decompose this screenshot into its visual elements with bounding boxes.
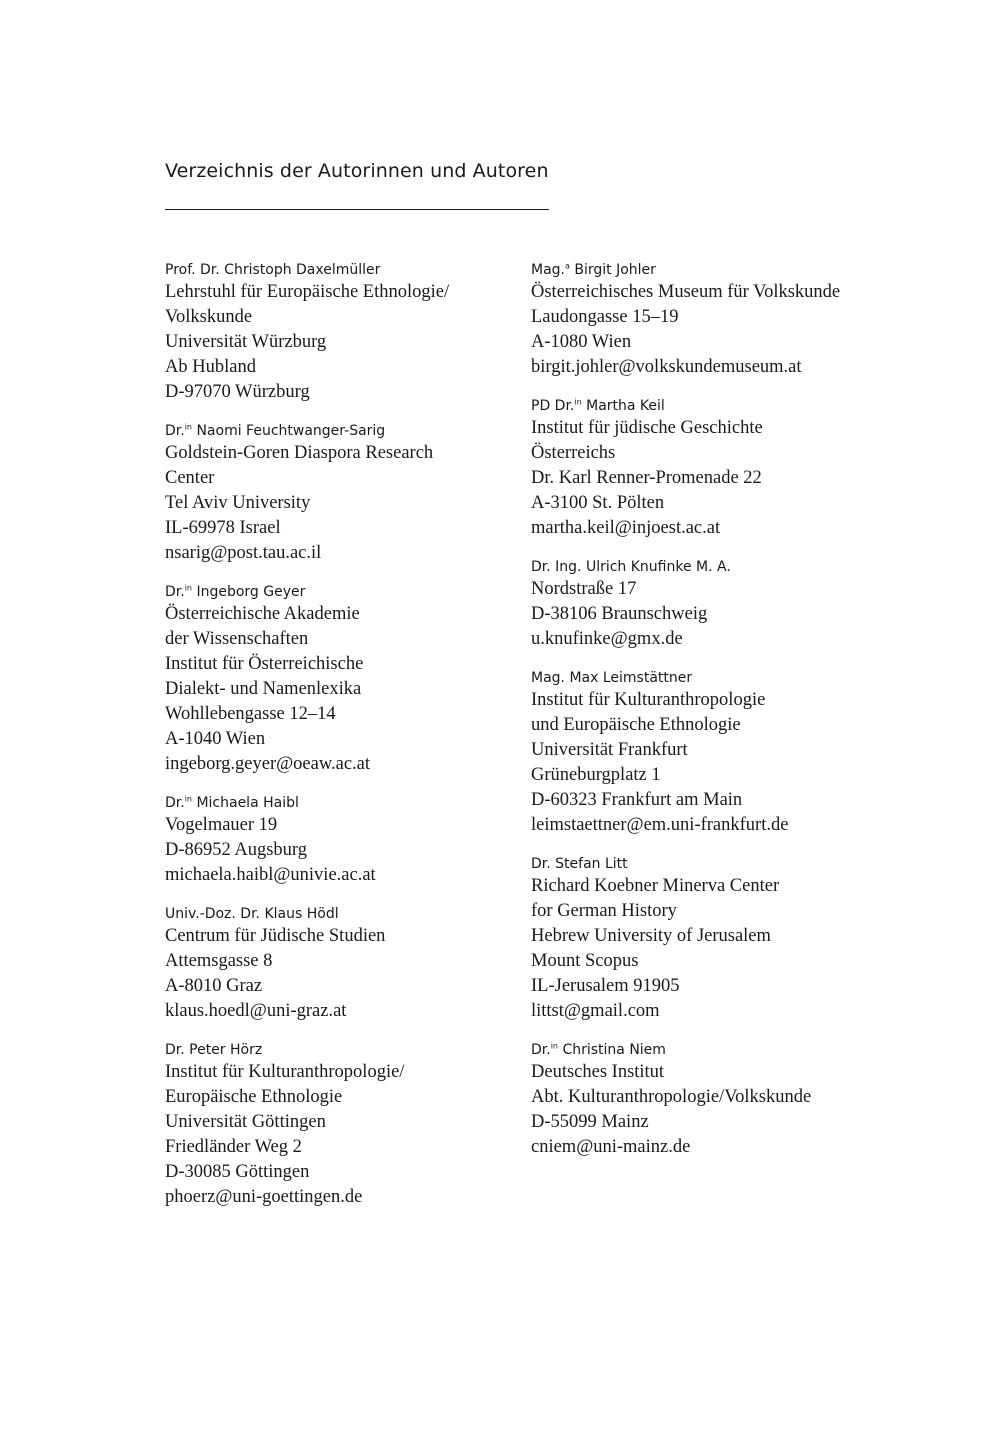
- author-name-text: Prof. Dr. Christoph Daxelmüller: [165, 262, 381, 278]
- address-line: Universität Würzburg: [165, 332, 327, 352]
- author-entry: [531, 557, 911, 652]
- address-line: und Europäische Ethnologie: [531, 715, 741, 735]
- address-line: Lehrstuhl für Europäische Ethnologie/: [165, 282, 450, 302]
- author-name: [531, 1040, 911, 1060]
- author-name-text: Univ.-Doz. Dr. Klaus Hödl: [165, 906, 339, 922]
- address-line: Goldstein-Goren Diaspora Research: [165, 443, 434, 463]
- address-line: Wohllebengasse 12–14: [165, 704, 336, 724]
- author-entry: [531, 668, 911, 838]
- author-name-text: Birgit Johler: [569, 262, 656, 278]
- address-line: A-8010 Graz: [165, 976, 263, 996]
- address-line: Centrum für Jüdische Studien: [165, 926, 386, 946]
- author-name-text: Christina Niem: [558, 1042, 666, 1058]
- address-line: A-1080 Wien: [531, 332, 632, 352]
- author-name: [165, 260, 510, 280]
- address-line: D-97070 Würzburg: [165, 382, 310, 402]
- address-line: Österreichische Akademie: [165, 604, 360, 624]
- address-line: Tel Aviv University: [165, 493, 311, 513]
- address-line: Österreichisches Museum für Volkskunde: [531, 282, 841, 302]
- address-line: IL-Jerusalem 91905: [531, 976, 680, 996]
- author-name: [165, 1040, 510, 1060]
- address-line: littst@gmail.com: [531, 1001, 660, 1021]
- address-line: ingeborg.geyer@oeaw.ac.at: [165, 754, 371, 774]
- author-title-superscript: in: [184, 583, 192, 593]
- address-line: Grüneburgplatz 1: [531, 765, 661, 785]
- address-line: Laudongasse 15–19: [531, 307, 679, 327]
- author-title-superscript: a: [565, 261, 570, 271]
- address-line: Vogelmauer 19: [165, 815, 278, 835]
- author-name: [531, 557, 911, 577]
- address-line: Nordstraße 17: [531, 579, 637, 599]
- author-name-text: Martha Keil: [581, 398, 665, 414]
- address-line: Mount Scopus: [531, 951, 639, 971]
- address-line: Institut für jüdische Geschichte: [531, 418, 763, 438]
- page-title: Verzeichnis der Autorinnen und Autoren: [165, 160, 549, 182]
- author-column-right: [531, 260, 911, 1176]
- author-entry: [531, 1040, 911, 1160]
- author-title-superscript: in: [184, 794, 192, 804]
- author-name: [531, 854, 911, 874]
- address-line: Center: [165, 468, 215, 488]
- address-line: cniem@uni-mainz.de: [531, 1137, 691, 1157]
- address-line: Volkskunde: [165, 307, 253, 327]
- author-name-text: Dr. Stefan Litt: [531, 856, 628, 872]
- author-entry: [165, 421, 510, 566]
- author-entry: [165, 904, 510, 1024]
- address-line: Institut für Kulturanthropologie/: [165, 1062, 405, 1082]
- author-name: [165, 421, 510, 441]
- author-name-text: Dr. Peter Hörz: [165, 1042, 263, 1058]
- address-line: Dialekt- und Namenlexika: [165, 679, 362, 699]
- address-line: Ab Hubland: [165, 357, 256, 377]
- author-entry: [531, 260, 911, 380]
- title-rule: [165, 209, 549, 210]
- author-entry: [165, 582, 510, 777]
- address-line: Institut für Österreichische: [165, 654, 364, 674]
- author-title-prefix: PD Dr.: [531, 398, 575, 414]
- address-line: michaela.haibl@univie.ac.at: [165, 865, 376, 885]
- author-name-text: Dr. Ing. Ulrich Knufinke M. A.: [531, 559, 731, 575]
- address-line: Institut für Kulturanthropologie: [531, 690, 766, 710]
- address-line: IL-69978 Israel: [165, 518, 281, 538]
- address-line: Attemsgasse 8: [165, 951, 273, 971]
- address-line: D-86952 Augsburg: [165, 840, 308, 860]
- author-title-superscript: in: [574, 397, 582, 407]
- author-title-prefix: Mag.: [531, 262, 565, 278]
- author-name: [165, 582, 510, 602]
- address-line: Universität Frankfurt: [531, 740, 688, 760]
- address-line: nsarig@post.tau.ac.il: [165, 543, 322, 563]
- author-name: [165, 904, 510, 924]
- author-column-left: [165, 260, 510, 1226]
- address-line: Dr. Karl Renner-Promenade 22: [531, 468, 762, 488]
- author-entry: [531, 854, 911, 1024]
- address-line: Hebrew University of Jerusalem: [531, 926, 771, 946]
- author-title-prefix: Dr.: [165, 423, 185, 439]
- author-name-text: Mag. Max Leimstättner: [531, 670, 693, 686]
- address-line: birgit.johler@volkskundemuseum.at: [531, 357, 802, 377]
- author-entry: [531, 396, 911, 541]
- address-line: Richard Koebner Minerva Center: [531, 876, 780, 896]
- address-line: D-60323 Frankfurt am Main: [531, 790, 743, 810]
- author-name-text: Naomi Feuchtwanger-Sarig: [192, 423, 386, 439]
- author-entry: [165, 793, 510, 888]
- author-name-text: Michaela Haibl: [192, 795, 299, 811]
- author-name-text: Ingeborg Geyer: [192, 584, 306, 600]
- address-line: Österreichs: [531, 443, 616, 463]
- address-line: phoerz@uni-goettingen.de: [165, 1187, 363, 1207]
- address-line: martha.keil@injoest.ac.at: [531, 518, 721, 538]
- address-line: A-1040 Wien: [165, 729, 266, 749]
- address-line: D-38106 Braunschweig: [531, 604, 708, 624]
- address-line: u.knufinke@gmx.de: [531, 629, 683, 649]
- address-line: Europäische Ethnologie: [165, 1087, 343, 1107]
- address-line: klaus.hoedl@uni-graz.at: [165, 1001, 347, 1021]
- address-line: Abt. Kulturanthropologie/Volkskunde: [531, 1087, 812, 1107]
- address-line: D-55099 Mainz: [531, 1112, 649, 1132]
- author-entry: [165, 260, 510, 405]
- author-entry: [165, 1040, 510, 1210]
- author-title-prefix: Dr.: [165, 584, 185, 600]
- author-title-superscript: in: [184, 422, 192, 432]
- address-line: leimstaettner@em.uni-frankfurt.de: [531, 815, 789, 835]
- author-name: [531, 260, 911, 280]
- author-name: [531, 668, 911, 688]
- address-line: D-30085 Göttingen: [165, 1162, 310, 1182]
- author-name: [531, 396, 911, 416]
- address-line: for German History: [531, 901, 677, 921]
- address-line: Deutsches Institut: [531, 1062, 665, 1082]
- address-line: Friedländer Weg 2: [165, 1137, 302, 1157]
- address-line: der Wissenschaften: [165, 629, 309, 649]
- address-line: A-3100 St. Pölten: [531, 493, 665, 513]
- author-title-prefix: Dr.: [165, 795, 185, 811]
- author-title-superscript: in: [550, 1041, 558, 1051]
- address-line: Universität Göttingen: [165, 1112, 326, 1132]
- author-title-prefix: Dr.: [531, 1042, 551, 1058]
- author-name: [165, 793, 510, 813]
